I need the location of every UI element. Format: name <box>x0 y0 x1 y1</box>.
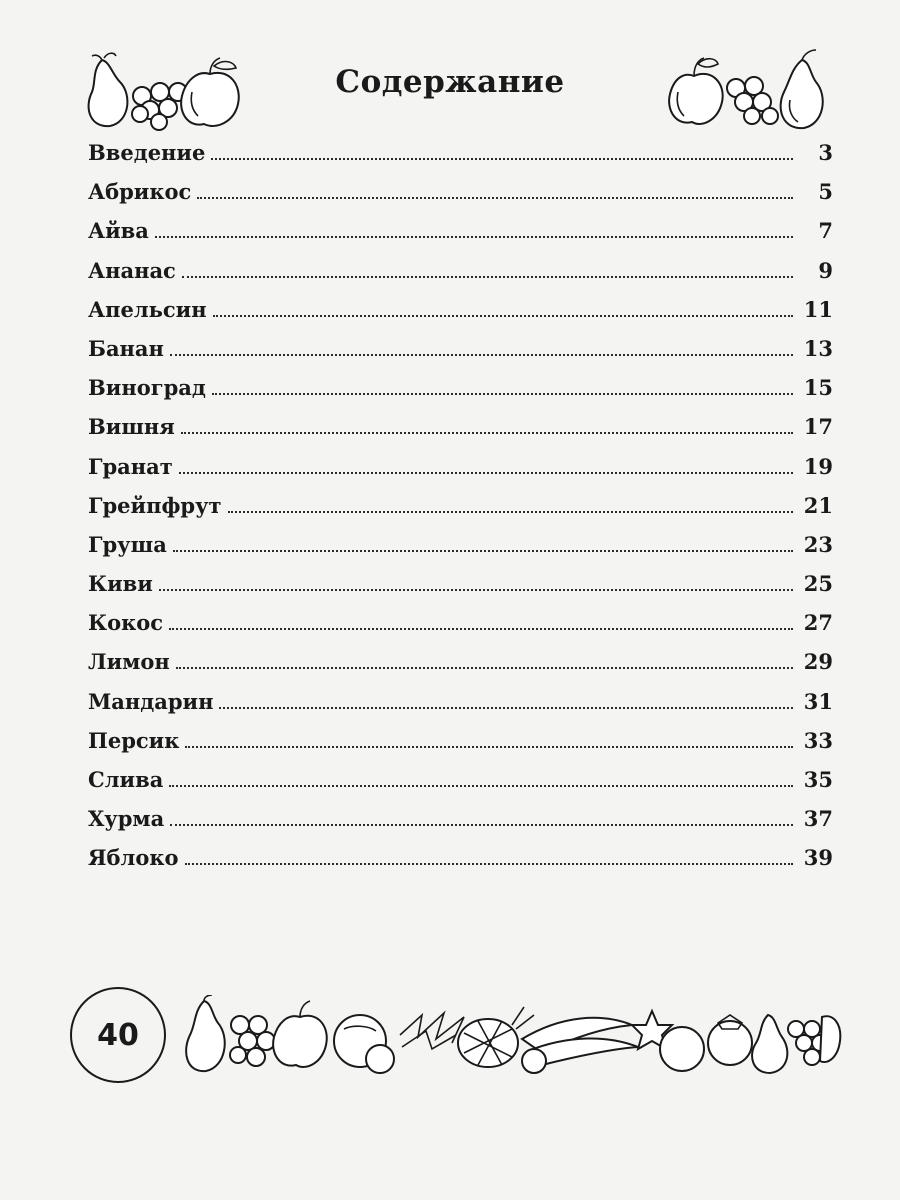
toc-entry-pineapple[interactable] <box>88 258 833 297</box>
toc-page-number: 5 <box>818 179 833 205</box>
toc-page-number: 15 <box>803 375 833 401</box>
toc-page-number: 13 <box>803 335 833 361</box>
toc-page-number: 11 <box>803 296 833 322</box>
toc-entry-grapes[interactable] <box>88 375 833 414</box>
toc-entry-label: Кокос <box>88 610 164 636</box>
toc-entry-pomegranate[interactable] <box>88 454 833 493</box>
toc-entry-label: Апельсин <box>88 296 207 322</box>
pineapple-leaves-icon <box>400 1013 464 1049</box>
dot-leader <box>228 511 793 513</box>
toc-page-number: 7 <box>818 218 833 244</box>
toc-page-number: 31 <box>803 688 833 714</box>
toc-page-number: 9 <box>818 257 833 283</box>
table-of-contents <box>88 140 833 885</box>
toc-entry-apple[interactable] <box>88 845 833 884</box>
toc-page-number: 39 <box>803 845 833 871</box>
toc-entry-apricot[interactable] <box>88 179 833 218</box>
page-title: Содержание <box>335 64 565 100</box>
dot-leader <box>219 707 793 709</box>
peach-icon <box>660 1027 704 1071</box>
toc-entry-label: Ананас <box>88 257 176 283</box>
toc-entry-label: Хурма <box>88 806 165 832</box>
pear-icon <box>752 1015 787 1073</box>
toc-entry-label: Персик <box>88 727 180 753</box>
toc-entry-lemon[interactable] <box>88 649 833 688</box>
pear-icon <box>186 1001 225 1071</box>
dot-leader <box>176 667 793 669</box>
dot-leader <box>182 276 793 278</box>
dot-leader <box>170 824 793 826</box>
toc-entry-persimmon[interactable] <box>88 806 833 845</box>
toc-page-number: 33 <box>803 727 833 753</box>
toc-page-number: 35 <box>803 767 833 792</box>
toc-entry-label: Банан <box>88 335 164 361</box>
dot-leader <box>169 628 793 630</box>
plum-icon <box>522 1049 546 1073</box>
toc-entry-label: Введение <box>88 140 206 165</box>
toc-entry-label: Киви <box>88 571 153 597</box>
dot-leader <box>197 197 793 199</box>
toc-page-number: 3 <box>818 140 833 165</box>
toc-entry-mandarin[interactable] <box>88 689 833 728</box>
toc-entry-label: Слива <box>88 767 164 792</box>
toc-entry-label: Яблоко <box>88 845 179 871</box>
toc-entry-label: Вишня <box>88 414 175 440</box>
toc-entry-kiwi[interactable] <box>88 571 833 610</box>
toc-page-number: 17 <box>803 414 833 440</box>
dot-leader <box>213 315 793 317</box>
toc-entry-label: Груша <box>88 531 167 557</box>
grapes-icon <box>230 1016 275 1066</box>
toc-page-number: 21 <box>803 492 833 518</box>
apple-icon <box>273 1016 327 1067</box>
toc-entry-label: Абрикос <box>88 179 192 205</box>
toc-entry-label: Лимон <box>88 649 170 675</box>
dot-leader <box>185 863 793 865</box>
toc-entry-quince[interactable] <box>88 218 833 257</box>
dot-leader <box>159 589 793 591</box>
toc-page-number: 25 <box>803 571 833 597</box>
toc-entry-coconut[interactable] <box>88 610 833 649</box>
toc-entry-introduction[interactable] <box>88 140 833 179</box>
dot-leader <box>173 550 793 552</box>
dot-leader <box>211 158 793 160</box>
toc-page-number: 27 <box>803 610 833 636</box>
dot-leader <box>185 746 793 748</box>
toc-entry-label: Грейпфрут <box>88 492 222 518</box>
toc-entry-label: Мандарин <box>88 688 214 714</box>
dot-leader <box>212 393 793 395</box>
dot-leader <box>169 785 793 787</box>
toc-page-number: 37 <box>803 806 833 832</box>
toc-entry-peach[interactable] <box>88 728 833 767</box>
apple-icon <box>820 1016 840 1062</box>
toc-page-number: 19 <box>803 453 833 479</box>
toc-entry-orange[interactable] <box>88 297 833 336</box>
dot-leader <box>181 432 793 434</box>
toc-entry-label: Гранат <box>88 453 173 479</box>
dot-leader <box>170 354 793 356</box>
toc-entry-banana[interactable] <box>88 336 833 375</box>
toc-entry-label: Виноград <box>88 375 206 401</box>
toc-entry-pear[interactable] <box>88 532 833 571</box>
page-number-circle: 40 <box>70 987 166 1083</box>
toc-entry-label: Айва <box>88 218 149 244</box>
dot-leader <box>155 236 793 238</box>
toc-entry-cherry[interactable] <box>88 414 833 453</box>
toc-entry-plum[interactable] <box>88 767 833 806</box>
persimmon-icon <box>708 1015 752 1065</box>
toc-page-number: 29 <box>803 649 833 675</box>
toc-page-number: 23 <box>803 531 833 557</box>
dot-leader <box>179 472 793 474</box>
fruit-border-illustration <box>182 995 842 1075</box>
apple-grapes-pear-icon <box>664 48 829 133</box>
toc-entry-grapefruit[interactable] <box>88 493 833 532</box>
lemon-icon <box>366 1045 394 1073</box>
